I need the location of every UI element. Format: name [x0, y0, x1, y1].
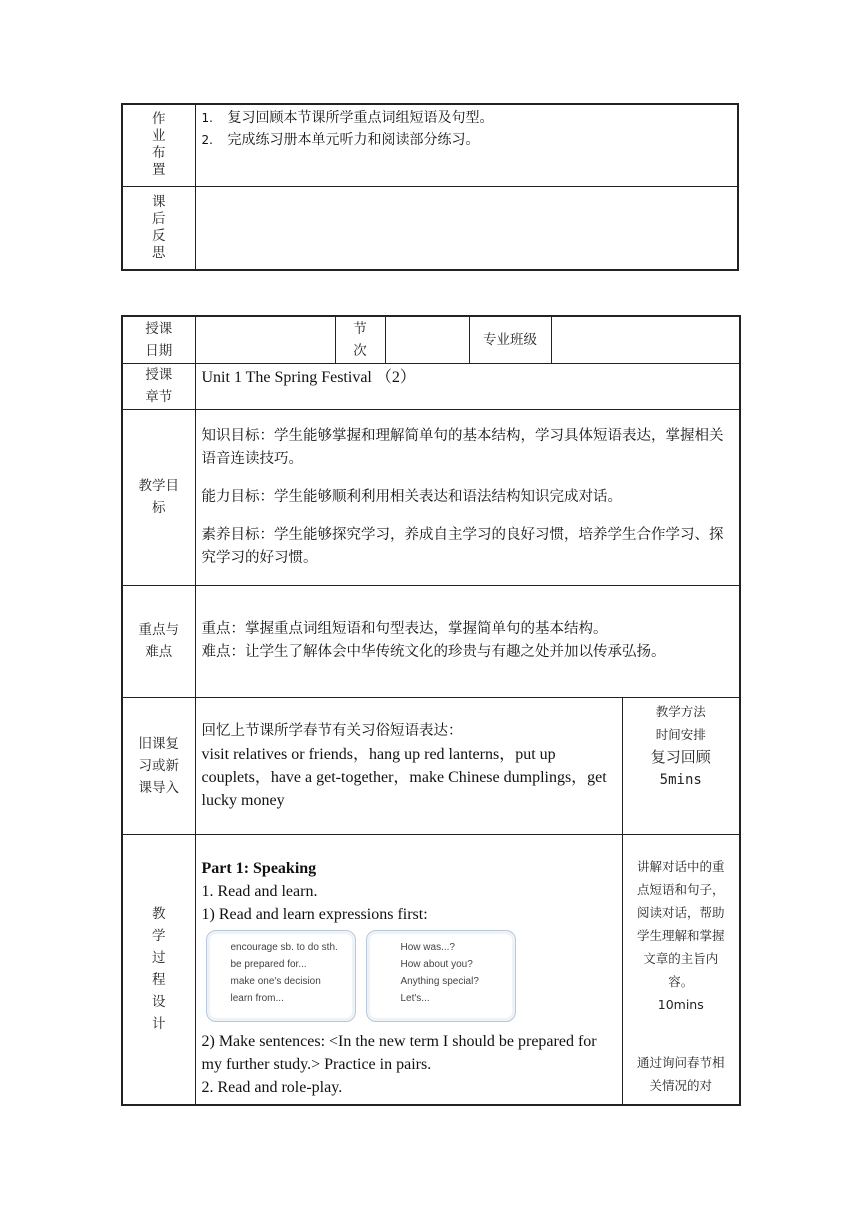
- expression-box-a: encourage sb. to do sth. be prepared for... make one's decision learn from...: [206, 930, 356, 1022]
- step-2: 2. Read and role-play.: [201, 1078, 343, 1096]
- expression-images: [206, 930, 616, 1022]
- class-value: [551, 316, 740, 363]
- lesson-plan-table: [121, 315, 741, 1106]
- key-label: 重点与难点: [122, 585, 195, 697]
- process-note-2: 通过询问春节相关情况的对: [636, 1054, 725, 1093]
- goals-label: 教学目标: [122, 409, 195, 585]
- assignment-item: 1. 复习回顾本节课所学重点词组短语及句型。: [201, 110, 494, 126]
- process-label: 教学过程设计: [152, 906, 166, 1033]
- date-value: [195, 316, 335, 363]
- time-label: 时间安排: [655, 726, 706, 742]
- step-1: 1. Read and learn.: [201, 882, 318, 900]
- key-cell: [195, 585, 740, 697]
- process-cell: [195, 834, 622, 1105]
- reflection-label: 课后反思: [152, 193, 166, 261]
- key-point: 重点：掌握重点词组短语和句型表达，掌握简单句的基本结构。: [201, 621, 608, 637]
- assignment-cell: [195, 104, 738, 186]
- reflection-cell: [195, 186, 738, 270]
- review-time: 5mins: [659, 771, 702, 788]
- goals-cell: [195, 409, 740, 585]
- review-side-cell: [622, 697, 740, 834]
- assignment-label: 作业布置: [152, 111, 166, 179]
- assignment-label-cell: [122, 104, 195, 186]
- date-label: 授课日期: [122, 316, 195, 363]
- review-cell: [195, 697, 622, 834]
- chapter-value-cell: [195, 363, 740, 409]
- homework-table: [121, 103, 739, 271]
- class-label: 专业班级: [469, 316, 551, 363]
- process-note-1: 讲解对话中的重点短语和句子，阅读对话，帮助学生理解和掌握文章的主旨内容。: [636, 858, 725, 989]
- process-side-cell: [622, 834, 740, 1105]
- literacy-goal: 素养目标：学生能够探究学习，养成自主学习的良好习惯，培养学生合作学习、探究学习的好习惯。: [201, 526, 724, 566]
- knowledge-goal: 知识目标：学生能够掌握和理解简单句的基本结构，学习具体短语表达，掌握相关语音连读技巧。: [201, 427, 724, 467]
- chapter-label: 授课章节: [122, 363, 195, 409]
- step-1-2: 2) Make sentences: <In the new term I should be prepared for my further study.> Practice in pairs.: [201, 1032, 597, 1073]
- review-method: 复习回顾: [650, 747, 711, 766]
- assignment-list: [196, 105, 738, 153]
- method-label: 教学方法: [655, 703, 706, 719]
- review-intro: 回忆上节课所学春节有关习俗短语表达：: [201, 722, 463, 739]
- review-phrases: visit relatives or friends，hang up red lanterns，put up couplets，have a get-together，make Chinese dumplings，get lucky money: [201, 745, 607, 809]
- period-value: [385, 316, 469, 363]
- period-label: 节次: [335, 316, 385, 363]
- difficulty: 难点：让学生了解体会中华传统文化的珍贵与有趣之处并加以传承弘扬。: [201, 644, 666, 660]
- expression-box-b: How was...? How about you? Anything special? Let's...: [366, 930, 516, 1022]
- step-1-1: 1) Read and learn expressions first:: [201, 905, 428, 923]
- ability-goal: 能力目标：学生能够顺利利用相关表达和语法结构知识完成对话。: [201, 488, 622, 505]
- process-time-1: 10mins: [657, 996, 704, 1012]
- part-title: Part 1: Speaking: [201, 859, 317, 877]
- process-label-cell: [122, 834, 195, 1105]
- chapter-value: Unit 1 The Spring Festival （2）: [201, 368, 416, 386]
- review-label: 旧课复习或新课导入: [122, 697, 195, 834]
- assignment-item: 2. 完成练习册本单元听力和阅读部分练习。: [201, 132, 480, 148]
- reflection-label-cell: [122, 186, 195, 270]
